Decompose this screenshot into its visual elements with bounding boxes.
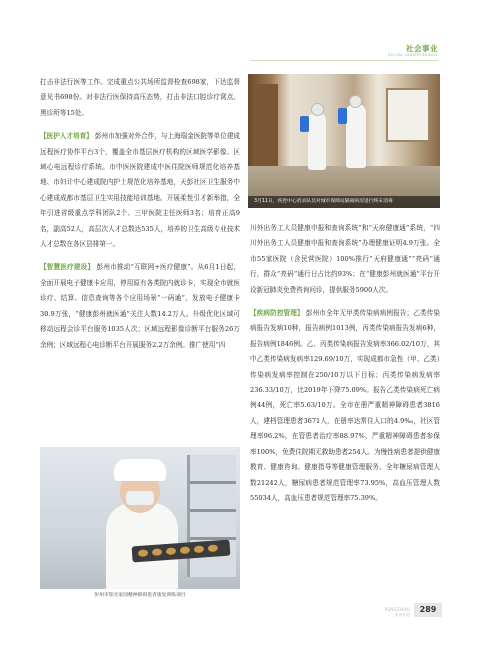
section-heading: 【医护人才培育】: [40, 132, 93, 141]
page-number: 289: [414, 603, 442, 617]
section-heading: 【疾病防控管理】: [250, 309, 304, 318]
section-title: 社会事业: [406, 44, 438, 53]
footer-brand-cn: 彭州年鉴: [395, 613, 410, 617]
photo-caption: 彭州市阳光家园精神障碍患者康复训练项目: [94, 593, 186, 598]
section-subtitle: SOCIAL UNDERTAKINGS: [387, 53, 438, 57]
worker-figure: [308, 112, 326, 170]
section-body: 彭州市加强对外合作，与上海瑞金医院等单位建成远程医疗协作平台3个，覆盖全市基层医疗机构的区域医学影像、区域心电远程诊疗系统。市中医医院建成中医住院医师规范化培养基地、市妇计中心建成院内护士规范化培养基地，天彭社区卫生服务中心建成成都市基层卫生实用技能培训基地。开展柔性引才新举措，全年引进省级重点学科团队2个、三甲医院主任医师3名；培育正高9名，副高52人，高层次人才总数达535人，培养的卫生高级专业技术人才总数在各区县排第一。: [40, 132, 241, 249]
section-body: 彭州市推动“互联网+医疗健康”。从6月1日起，全面开展电子健康卡应用，停用原有各类院内就诊卡，实现全市就医诊疗、结算、信息查询等各个应用场景“一码通”，发放电子健康卡30.9万张，“健康彭州就医通”关注人数14.2万人。升级优化区域可移动远程会诊平台服务1035人次；区域远程影像诊断平台服务26万余例；区域远程心电诊断平台开展服务2.2万余例。推广使用“四: [40, 263, 241, 349]
section-heading: 【智慧医疗建设】: [40, 263, 95, 272]
footer-brand: [340, 607, 410, 617]
chef-hat: [114, 459, 166, 481]
section-smart-healthcare: [40, 260, 240, 352]
rehabilitation-photo: [40, 447, 240, 589]
footer-brand-en: PENGZHOU: [384, 607, 410, 612]
right-column: [250, 221, 440, 506]
continued-paragraph: 川外出务工人员健康申报和查询系统”和“天府健康通”系统，“四川外出务工人员健康申报和查询系统”办理健康证明4.9万张。全市55家医院（含民营医院）100%推行“天府健康通”“亮码”通行，群众“亮码”通行日占比约93%；在“健康彭州就医通”平台开设新冠肺炎免费咨询问诊，提供服务5900人次。: [250, 224, 440, 294]
photo-caption: 3月11日，疾控中心消杀队员对城市保障站隔离病房进行终末消毒: [248, 196, 440, 208]
left-column: [40, 75, 240, 353]
face-mask: [126, 491, 154, 505]
section-body: 彭州市全年无甲类传染病病例报告；乙类传染病报告发病10种，报告病例1013例，丙类传染病报告发病6种，报告病例1846例。乙、丙类传染病报告发病率366.02/10万，其中乙类传染病发病率129.69/10万，实现成都市急性（甲、乙类）传染病发病率控制在250/10万以下目标；丙类传染病发病率236.33/10万，比2019年下降75.09%。报告乙类传染病死亡病例44例，死亡率5.63/10万。全市在册严重精神障碍患者3816人，建档管理患者3671人，在册率达常住人口的4.9‰，社区管理率96.2%，在管患者治疗率88.97%，严重精神障碍患者参保率100%，免费住院期无救助患者254人。为慢性病患者提供健康教育、健康咨询、健康指导等健康管理服务。全年糖尿病管理人数21242人，糖尿病患者规范管理率73.95%，高血压管理人数55034人，高血压患者规范管理率75.39%。: [250, 309, 440, 502]
worker-figure: [346, 104, 366, 168]
section-medical-talent: [40, 129, 240, 252]
header-divider: [250, 60, 438, 61]
disinfection-photo: [248, 74, 440, 208]
intro-paragraph: 打击非法行医等工作。完成重点公共场所监督检查698家，下达监督意见书698份。对非法行医保持高压态势，打击非法口腔诊疗窝点、黑诊所等15处。: [40, 78, 240, 117]
section-disease-control: [250, 306, 440, 506]
